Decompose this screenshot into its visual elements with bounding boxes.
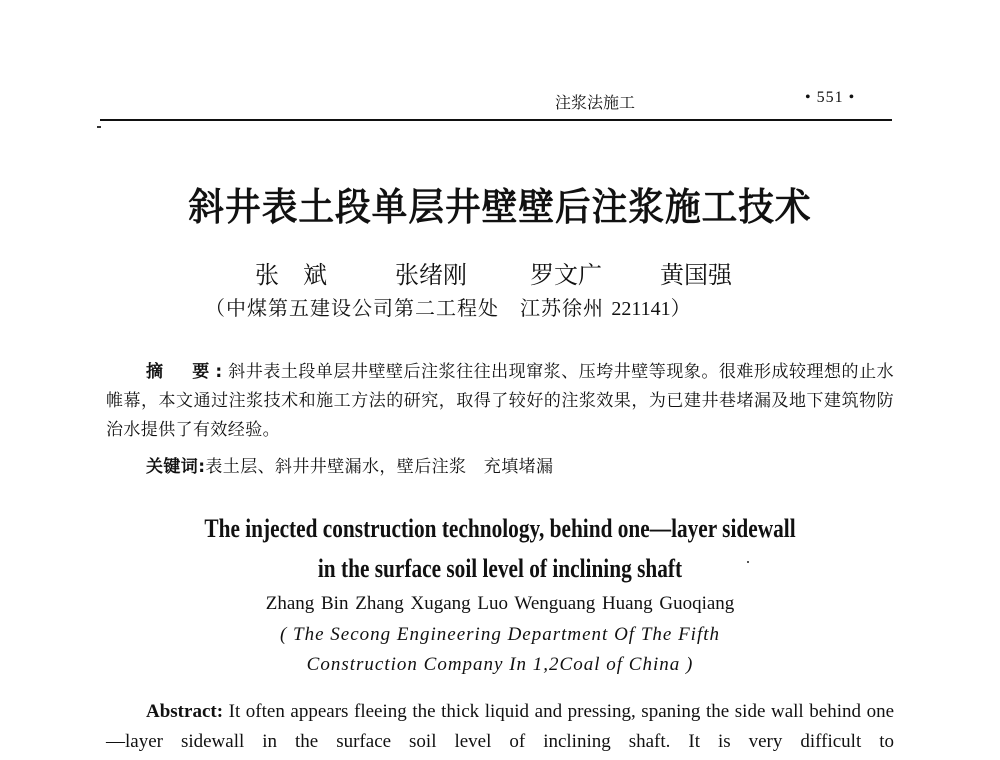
chinese-authors: [255, 255, 755, 289]
chinese-author: 黄国强: [660, 261, 732, 289]
chinese-author: 张 斌: [255, 261, 327, 289]
english-affiliation-line-1: ( The Secong Engineering Department Of The Fifth: [279, 624, 721, 645]
chinese-keywords-text: 表土层、斜井井壁漏水，壁后注浆 充填堵漏: [205, 457, 554, 477]
chinese-author: 罗文广: [530, 261, 602, 289]
english-title-line-1: The injected construction technology, behind one—layer sidewall: [204, 514, 796, 543]
chinese-affiliation-text: （中煤第五建设公司第二工程处 江苏徐州: [205, 296, 604, 320]
running-header-section: 注浆法施工: [555, 93, 636, 112]
chinese-keywords: [146, 452, 553, 477]
chinese-abstract-label: 摘 要:: [146, 362, 229, 382]
english-title-line-2: in the surface soil level of inclining shaft: [317, 554, 683, 583]
english-authors: Zhang Bin Zhang Xugang Luo Wenguang Huang Guoqiang: [265, 593, 735, 614]
english-affiliation-line-2: Construction Company In 1,2Coal of China ): [306, 654, 694, 675]
header-rule: [100, 119, 892, 121]
chinese-affiliation: [205, 292, 691, 321]
postal-code: 221141）: [611, 298, 691, 320]
chinese-author: 张绪刚: [395, 261, 467, 289]
chinese-abstract-text: 斜井表土段单层井壁壁后注浆往往出现窜浆、压垮井壁等现象。很难形成较理想的止水帷幕，本文通过注浆技术和施工方法的研究，取得了较好的注浆效果，为已建井巷堵漏及地下建筑物防治水提供了有效经验。: [106, 362, 894, 440]
chinese-title: 斜井表土段单层井壁壁后注浆施工技术: [188, 185, 812, 229]
english-abstract: [106, 697, 894, 757]
scan-mark: [97, 126, 101, 128]
page-number: • 551 •: [805, 89, 856, 106]
chinese-keywords-label: 关键词:: [146, 457, 206, 477]
running-header: [100, 90, 900, 120]
scan-mark: [747, 561, 749, 563]
english-abstract-label: Abstract:: [146, 701, 224, 722]
english-abstract-text: It often appears fleeing the thick liquid and pressing, spaning the side wall behind one—layer sidewall in the surface soil level of inclining shaft. It is very difficult to: [106, 701, 894, 752]
chinese-abstract: [106, 358, 894, 445]
